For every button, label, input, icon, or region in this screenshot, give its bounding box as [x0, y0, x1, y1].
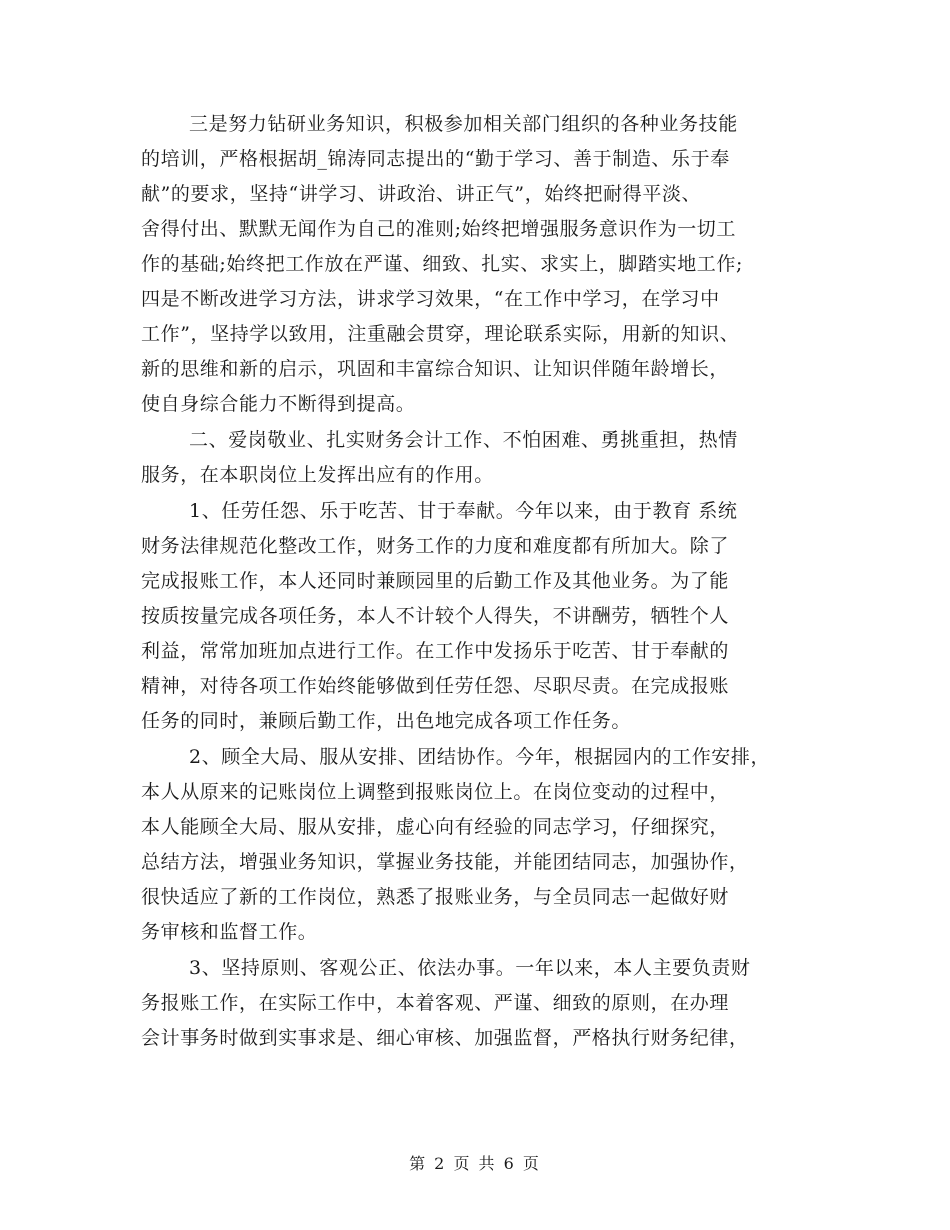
paragraph-line: 新的思维和新的启示，巩固和丰富综合知识、让知识伴随年龄增长，	[141, 358, 730, 380]
paragraph-line: 1、任劳任怨、乐于吃苦、甘于奉献。今年以来，由于教育 系统	[189, 500, 738, 522]
paragraph-line: 四是不断改进学习方法，讲求学习效果，“在工作中学习，在学习中	[141, 288, 720, 310]
section-heading-line: 二、爱岗敬业、扎实财务会计工作、不怕困难、勇挑重担，热情	[189, 429, 738, 451]
document-body	[141, 107, 811, 1056]
paragraph-line: 献”的要求，坚持“讲学习、讲政治、讲正气”，始终把耐得平淡、	[141, 183, 702, 205]
paragraph-line: 很快适应了新的工作岗位，熟悉了报账业务，与全员同志一起做好财	[141, 886, 730, 908]
paragraph-line: 会计事务时做到实事求是、细心审核、加强监督，严格执行财务纪律，	[141, 1027, 749, 1049]
paragraph-line: 三是努力钻研业务知识，积极参加相关部门组织的各种业务技能	[189, 113, 738, 135]
paragraph-line: 任务的同时，兼顾后勤工作，出色地完成各项工作任务。	[141, 710, 632, 732]
paragraph-line: 利益，常常加班加点进行工作。在工作中发扬乐于吃苦、甘于奉献的	[141, 640, 730, 662]
paragraph-line: 工作”，坚持学以致用，注重融会贯穿，理论联系实际，用新的知识、	[141, 323, 740, 345]
paragraph-line: 务报账工作，在实际工作中，本着客观、严谨、细致的原则，在办理	[141, 992, 730, 1014]
paragraph-line: 本人能顾全大局、服从安排，虚心向有经验的同志学习，仔细探究，	[141, 816, 730, 838]
paragraph-line: 作的基础;始终把工作放在严谨、细致、扎实、求实上，脚踏实地工作;	[141, 253, 744, 275]
paragraph-line: 舍得付出、默默无闻作为自己的准则;始终把增强服务意识作为一切工	[141, 218, 737, 240]
paragraph-line: 3、坚持原则、客观公正、依法办事。一年以来，本人主要负责财	[189, 957, 751, 979]
paragraph-line: 2、顾全大局、服从安排、团结协作。今年，根据园内的工作安排，	[189, 746, 771, 768]
paragraph-line: 务审核和监督工作。	[141, 921, 318, 943]
paragraph-line: 本人从原来的记账岗位上调整到报账岗位上。在岗位变动的过程中，	[141, 781, 730, 803]
section-heading-line: 服务，在本职岗位上发挥出应有的作用。	[141, 464, 494, 486]
paragraph-line: 的培训，严格根据胡_锦涛同志提出的“勤于学习、善于制造、乐于奉	[141, 148, 730, 170]
page-number-footer: 第 2 页 共 6 页	[409, 1154, 541, 1173]
paragraph-line: 精神，对待各项工作始终能够做到任劳任怨、尽职尽责。在完成报账	[141, 675, 730, 697]
paragraph-line: 按质按量完成各项任务，本人不计较个人得失，不讲酬劳，牺牲个人	[141, 605, 730, 627]
paragraph-line: 使自身综合能力不断得到提高。	[141, 393, 416, 415]
paragraph-line: 财务法律规范化整改工作，财务工作的力度和难度都有所加大。除了	[141, 535, 730, 557]
paragraph-line: 完成报账工作，本人还同时兼顾园里的后勤工作及其他业务。为了能	[141, 570, 730, 592]
paragraph-line: 总结方法，增强业务知识，掌握业务技能，并能团结同志，加强协作，	[141, 851, 749, 873]
